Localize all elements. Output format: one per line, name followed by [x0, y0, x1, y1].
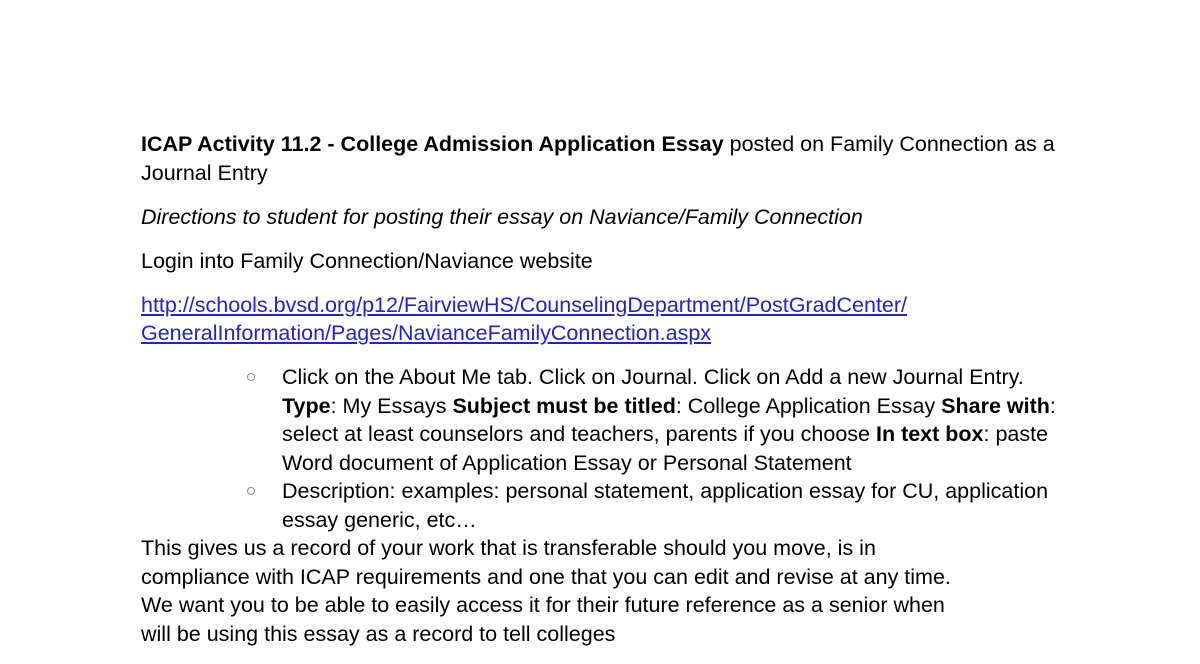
list-item [141, 477, 1059, 534]
bold-text-segment: Share with [941, 393, 1050, 418]
heading-bold-text: ICAP Activity 11.2 - College Admission Application Essay [141, 132, 724, 156]
text-line: This gives us a record of your work that is transferable should you move, is in [141, 536, 876, 560]
list-item-text [282, 479, 1048, 532]
instructions-list [141, 363, 1059, 534]
text-segment: : My Essays [330, 393, 453, 418]
text-line: We want you to be able to easily access it for their future reference as a senior when [141, 593, 945, 617]
closing-paragraph [141, 534, 1059, 648]
text-line: will be using this essay as a record to tell colleges [141, 621, 616, 646]
heading-regular-text: posted on Family Connection as a Journal Entry [141, 132, 1055, 185]
text-line: http://schools.bvsd.org/p12/FairviewHS/CounselingDepartment/PostGradCenter/ [141, 292, 908, 317]
bold-text-segment: Subject must be titled [452, 393, 676, 418]
login-line: Login into Family Connection/Naviance website [141, 248, 593, 273]
bold-text-segment: Type [282, 393, 331, 418]
hollow-bullet-icon [247, 373, 255, 381]
text-line: compliance with ICAP requirements and one that you can edit and revise at any time. [141, 564, 951, 589]
link-paragraph [141, 291, 1059, 348]
document-body [141, 130, 1059, 664]
naviance-link[interactable] [141, 291, 1059, 348]
text-segment: : select at least counselors and teachers, parents if you choose [282, 393, 1056, 446]
text-segment: Description: examples: personal statement, application essay for CU, application essay generic, etc… [282, 479, 1049, 532]
directions-line: Directions to student for posting their essay on Naviance/Family Connection [141, 204, 863, 229]
list-item [141, 363, 1059, 477]
list-item-text [282, 365, 1056, 475]
heading [141, 130, 1059, 187]
hollow-bullet-icon [247, 487, 255, 495]
text-segment: Click on the About Me tab. Click on Journal. Click on Add a new Journal Entry. [282, 365, 1024, 389]
text-segment: : paste Word document of Application Essay or Personal Statement [282, 422, 1049, 475]
text-line: GeneralInformation/Pages/NavianceFamilyConnection.aspx [141, 321, 712, 345]
text-segment: : College Application Essay [675, 393, 942, 418]
bold-text-segment: In text box [875, 422, 984, 446]
